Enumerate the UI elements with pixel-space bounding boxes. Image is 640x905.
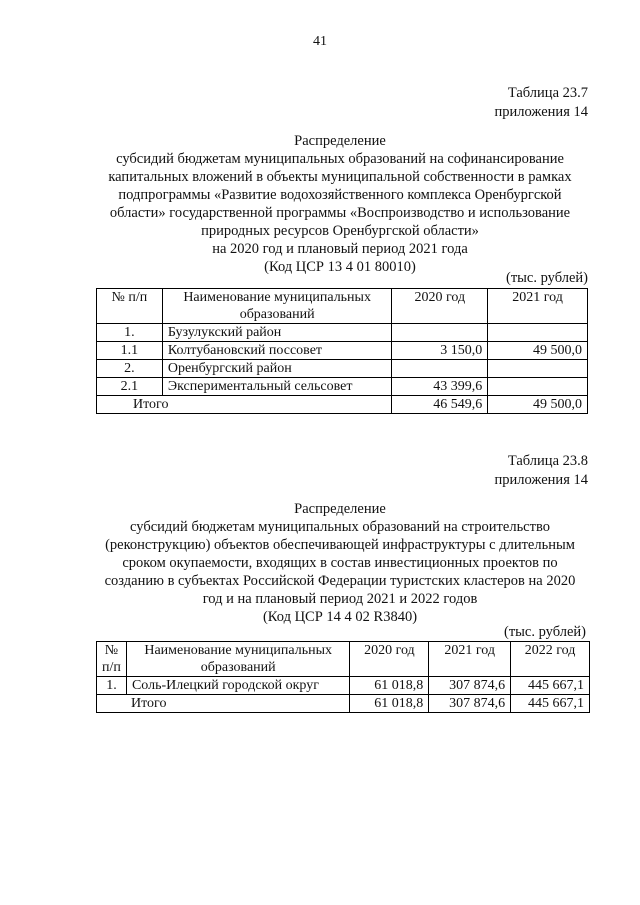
total-label: Итого [97,396,392,414]
subtitle-line: на 2020 год и плановый период 2021 года [212,241,468,257]
units-label: (тыс. рублей) [504,624,586,640]
cell-2020: 43 399,6 [392,378,488,396]
section-title: Распределение [294,133,386,149]
cell-2020 [392,360,488,378]
table-row [97,677,590,695]
cell-2021 [488,360,588,378]
header-2022: 2022 год [511,642,590,677]
subtitle-line: природных ресурсов Оренбургской области» [201,223,479,239]
table-ref-line1: Таблица 23.7 [507,85,588,101]
cell-2020 [392,324,488,342]
table-23-7 [96,288,588,414]
cell-2021: 307 874,6 [429,677,511,695]
cell-2020: 61 018,8 [350,677,429,695]
cell-2021 [488,324,588,342]
header-2021: 2021 год [429,642,511,677]
cell-name: Экспериментальный сельсовет [162,378,392,396]
table-total-row [97,695,590,713]
cell-2022: 445 667,1 [511,677,590,695]
header-name: Наименование муниципальных образований [126,642,350,677]
header-name: Наименование муниципальных образований [162,289,392,324]
cell-2021: 49 500,0 [488,342,588,360]
table-23-7-reference [495,84,588,122]
table-23-8-reference [495,452,588,490]
table-row [97,324,588,342]
table-header-row [97,289,588,324]
table-row [97,360,588,378]
subtitle-line: год и на плановый период 2021 и 2022 годов [202,591,478,607]
units-label: (тыс. рублей) [506,270,588,286]
table-row [97,342,588,360]
table-row [97,378,588,396]
header-2020: 2020 год [350,642,429,677]
total-2022: 445 667,1 [511,695,590,713]
cell-2021 [488,378,588,396]
table-total-row [97,396,588,414]
total-2021: 49 500,0 [488,396,588,414]
cell-name: Соль-Илецкий городской округ [126,677,350,695]
cell-name: Оренбургский район [162,360,392,378]
subtitle-line: капитальных вложений в объекты муниципальной собственности в рамках [108,169,572,185]
header-2020: 2020 год [392,289,488,324]
table-23-7-title-block [95,132,585,276]
subtitle-line: субсидий бюджетам муниципальных образований на строительство [130,519,550,535]
subtitle-line: созданию в субъектах Российской Федерации туристских кластеров на 2020 [104,573,576,589]
header-number: № п/п [97,289,163,324]
subtitle-line: подпрограммы «Развитие водохозяйственного комплекса Оренбургской [118,187,562,203]
header-number: № п/п [97,642,127,677]
cell-number: 2. [97,360,163,378]
cell-number: 2.1 [97,378,163,396]
cell-2020: 3 150,0 [392,342,488,360]
subtitle-line: сроком окупаемости, входящих в состав инвестиционных проектов по [122,555,558,571]
subtitle-line: субсидий бюджетам муниципальных образований на софинансирование [116,151,564,167]
section-title: Распределение [294,501,386,517]
cell-number: 1. [97,324,163,342]
subtitle-line: (реконструкцию) объектов обеспечивающей инфраструктуры с длительным [105,537,575,553]
table-header-row [97,642,590,677]
table-ref-line2: приложения 14 [494,104,588,120]
total-2021: 307 874,6 [429,695,511,713]
table-ref-line1: Таблица 23.8 [507,453,588,469]
total-label: Итого [97,695,350,713]
subtitle-line: (Код ЦСР 14 4 02 R3840) [262,609,418,625]
header-2021: 2021 год [488,289,588,324]
cell-name: Бузулукский район [162,324,392,342]
table-23-8-title-block [95,500,585,626]
table-ref-line2: приложения 14 [494,472,588,488]
cell-name: Колтубановский поссовет [162,342,392,360]
cell-number: 1. [97,677,127,695]
total-2020: 46 549,6 [392,396,488,414]
total-2020: 61 018,8 [350,695,429,713]
cell-number: 1.1 [97,342,163,360]
subtitle-line: области» государственной программы «Воспроизводство и использование [109,205,571,221]
subtitle-line: (Код ЦСР 13 4 01 80010) [264,259,416,275]
table-23-8 [96,641,590,713]
page-number: 41 [313,34,327,49]
